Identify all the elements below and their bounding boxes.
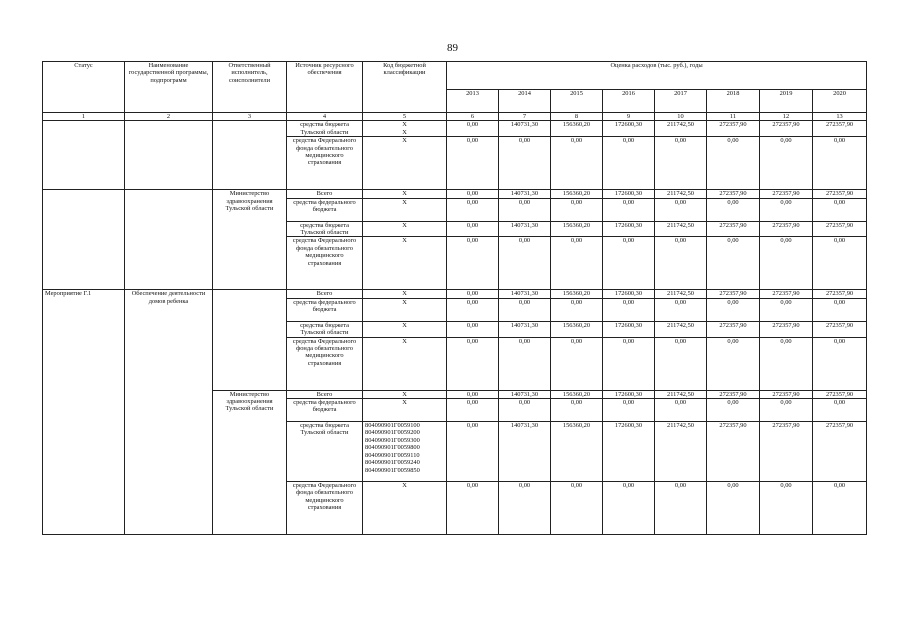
program-cell bbox=[125, 121, 213, 190]
value-cell: 0,00 bbox=[447, 190, 499, 198]
value-cell: 156360,20 bbox=[551, 221, 603, 237]
page-number: 89 bbox=[447, 42, 458, 54]
value-cell: 0,00 bbox=[655, 198, 707, 221]
value-cell: 140731,30 bbox=[499, 221, 551, 237]
code-cell: Х bbox=[363, 321, 447, 337]
value-cell: 0,00 bbox=[655, 137, 707, 190]
value-cell: 0,00 bbox=[707, 298, 760, 321]
value-cell: 0,00 bbox=[551, 137, 603, 190]
value-cell: 0,00 bbox=[447, 321, 499, 337]
value-cell: 0,00 bbox=[551, 482, 603, 535]
header-status: Статус bbox=[43, 62, 125, 113]
value-cell: 0,00 bbox=[760, 298, 813, 321]
value-cell: 0,00 bbox=[499, 337, 551, 390]
value-cell: 0,00 bbox=[447, 298, 499, 321]
code-list-cell bbox=[363, 422, 447, 482]
value-cell: 0,00 bbox=[707, 482, 760, 535]
value-cell: 0,00 bbox=[813, 298, 867, 321]
source-cell: средства федерального бюджета bbox=[287, 198, 363, 221]
source-cell: Всего bbox=[287, 390, 363, 398]
value-cell: 272357,90 bbox=[760, 422, 813, 482]
value-cell: 272357,90 bbox=[707, 221, 760, 237]
value-cell: 0,00 bbox=[551, 298, 603, 321]
year-cell: 2019 bbox=[760, 90, 813, 113]
value-cell: 211742,50 bbox=[655, 290, 707, 298]
column-number: 12 bbox=[760, 113, 813, 121]
value-cell: 0,00 bbox=[655, 298, 707, 321]
value-cell: 156360,20 bbox=[551, 321, 603, 337]
value-cell: 0,00 bbox=[447, 422, 499, 482]
value-cell: 172600,30 bbox=[603, 422, 655, 482]
value-cell: 211742,50 bbox=[655, 190, 707, 198]
value-cell: 156360,20 bbox=[551, 190, 603, 198]
budget-table bbox=[42, 61, 867, 535]
header-budget-code: Код бюджетной классификации bbox=[363, 62, 447, 113]
value-cell: 272357,90 bbox=[760, 121, 813, 137]
value-cell: 272357,90 bbox=[813, 390, 867, 398]
value-cell: 0,00 bbox=[447, 121, 499, 137]
value-cell: 0,00 bbox=[447, 337, 499, 390]
value-cell: 0,00 bbox=[551, 337, 603, 390]
column-number: 3 bbox=[213, 113, 287, 121]
value-cell: 211742,50 bbox=[655, 321, 707, 337]
budget-code: 804090901Г0059800 bbox=[365, 444, 420, 452]
column-number: 5 bbox=[363, 113, 447, 121]
code-cell: Х bbox=[363, 390, 447, 398]
budget-code: 804090901Г0059200 bbox=[365, 429, 420, 437]
value-cell: 272357,90 bbox=[813, 121, 867, 137]
value-cell: 272357,90 bbox=[760, 221, 813, 237]
column-number: 11 bbox=[707, 113, 760, 121]
header-source: Источник ресурсного обеспечения bbox=[287, 62, 363, 113]
source-cell: средства Федерального фонда обязательного медицинского страхования bbox=[287, 482, 363, 535]
value-cell: 172600,30 bbox=[603, 190, 655, 198]
value-cell: 0,00 bbox=[760, 198, 813, 221]
executor-cell bbox=[213, 121, 287, 190]
value-cell: 0,00 bbox=[499, 198, 551, 221]
source-cell: Всего bbox=[287, 290, 363, 298]
column-number: 10 bbox=[655, 113, 707, 121]
code-cell: Х bbox=[363, 290, 447, 298]
code-cell: Х bbox=[363, 137, 447, 190]
column-number: 6 bbox=[447, 113, 499, 121]
value-cell: 0,00 bbox=[813, 482, 867, 535]
source-cell: средства бюджета Тульской области bbox=[287, 221, 363, 237]
year-cell: 2016 bbox=[603, 90, 655, 113]
value-cell: 0,00 bbox=[447, 482, 499, 535]
value-cell: 0,00 bbox=[447, 390, 499, 398]
value-cell: 0,00 bbox=[551, 399, 603, 422]
executor-cell: Министерство здравоохранения Тульской области bbox=[213, 190, 287, 290]
value-cell: 272357,90 bbox=[707, 290, 760, 298]
value-cell: 272357,90 bbox=[707, 121, 760, 137]
program-cell: Обеспечение деятельности домов ребенка bbox=[125, 290, 213, 535]
value-cell: 0,00 bbox=[813, 399, 867, 422]
source-cell: средства Федерального фонда обязательного медицинского страхования bbox=[287, 337, 363, 390]
code-cell: Х bbox=[363, 482, 447, 535]
value-cell: 211742,50 bbox=[655, 422, 707, 482]
value-cell: 272357,90 bbox=[760, 390, 813, 398]
value-cell: 0,00 bbox=[603, 237, 655, 290]
value-cell: 0,00 bbox=[447, 237, 499, 290]
code-cell: Х bbox=[363, 337, 447, 390]
value-cell: 140731,30 bbox=[499, 290, 551, 298]
value-cell: 0,00 bbox=[603, 137, 655, 190]
value-cell: 272357,90 bbox=[707, 422, 760, 482]
column-number: 7 bbox=[499, 113, 551, 121]
value-cell: 0,00 bbox=[655, 337, 707, 390]
column-number: 13 bbox=[813, 113, 867, 121]
code-cell bbox=[363, 121, 447, 137]
status-cell bbox=[43, 121, 125, 190]
value-cell: 0,00 bbox=[447, 198, 499, 221]
value-cell: 272357,90 bbox=[813, 422, 867, 482]
value-cell: 0,00 bbox=[707, 237, 760, 290]
value-cell: 0,00 bbox=[813, 198, 867, 221]
value-cell: 156360,20 bbox=[551, 121, 603, 137]
value-cell: 272357,90 bbox=[813, 290, 867, 298]
value-cell: 211742,50 bbox=[655, 121, 707, 137]
value-cell: 140731,30 bbox=[499, 121, 551, 137]
value-cell: 0,00 bbox=[813, 237, 867, 290]
value-cell: 172600,30 bbox=[603, 390, 655, 398]
header-program: Наименование государственной программы, подпрограмм bbox=[125, 62, 213, 113]
value-cell: 0,00 bbox=[603, 298, 655, 321]
value-cell: 272357,90 bbox=[760, 190, 813, 198]
value-cell: 272357,90 bbox=[760, 321, 813, 337]
value-cell: 0,00 bbox=[447, 290, 499, 298]
value-cell: 0,00 bbox=[603, 399, 655, 422]
value-cell: 272357,90 bbox=[760, 290, 813, 298]
column-number: 4 bbox=[287, 113, 363, 121]
value-cell: 0,00 bbox=[707, 399, 760, 422]
header-executor: Ответственный исполнитель, соисполнители bbox=[213, 62, 287, 113]
year-cell: 2017 bbox=[655, 90, 707, 113]
executor-cell: Министерство здравоохранения Тульской области bbox=[213, 390, 287, 534]
program-cell bbox=[125, 190, 213, 290]
source-cell: средства бюджета Тульской области bbox=[287, 422, 363, 482]
value-cell: 0,00 bbox=[760, 482, 813, 535]
value-cell: 0,00 bbox=[551, 237, 603, 290]
value-cell: 0,00 bbox=[760, 399, 813, 422]
value-cell: 0,00 bbox=[707, 137, 760, 190]
value-cell: 0,00 bbox=[813, 137, 867, 190]
value-cell: 0,00 bbox=[499, 298, 551, 321]
value-cell: 0,00 bbox=[760, 337, 813, 390]
column-number: 8 bbox=[551, 113, 603, 121]
value-cell: 211742,50 bbox=[655, 390, 707, 398]
budget-code: 804090901Г0059110 bbox=[365, 451, 420, 459]
value-cell: 140731,30 bbox=[499, 190, 551, 198]
year-cell: 2015 bbox=[551, 90, 603, 113]
source-cell: средства Федерального фонда обязательного медицинского страхования bbox=[287, 237, 363, 290]
table-row bbox=[43, 121, 867, 137]
x-mark: Х bbox=[402, 128, 407, 136]
column-number: 1 bbox=[43, 113, 125, 121]
value-cell: 272357,90 bbox=[813, 321, 867, 337]
value-cell: 272357,90 bbox=[707, 321, 760, 337]
status-cell: Мероприятие Г.1 bbox=[43, 290, 125, 535]
value-cell: 172600,30 bbox=[603, 321, 655, 337]
year-cell: 2018 bbox=[707, 90, 760, 113]
value-cell: 0,00 bbox=[447, 137, 499, 190]
x-mark: Х bbox=[402, 121, 407, 129]
table-body bbox=[43, 121, 867, 535]
column-number: 9 bbox=[603, 113, 655, 121]
value-cell: 272357,90 bbox=[707, 390, 760, 398]
source-cell: средства федерального бюджета bbox=[287, 298, 363, 321]
value-cell: 140731,30 bbox=[499, 321, 551, 337]
source-cell: средства Федерального фонда обязательного медицинского страхования bbox=[287, 137, 363, 190]
column-number: 2 bbox=[125, 113, 213, 121]
budget-code: 804090901Г0059240 bbox=[365, 459, 420, 467]
year-cell: 2020 bbox=[813, 90, 867, 113]
value-cell: 0,00 bbox=[499, 399, 551, 422]
code-cell: Х bbox=[363, 298, 447, 321]
value-cell: 0,00 bbox=[603, 482, 655, 535]
value-cell: 0,00 bbox=[499, 482, 551, 535]
value-cell: 0,00 bbox=[707, 337, 760, 390]
table-row bbox=[43, 190, 867, 198]
value-cell: 172600,30 bbox=[603, 290, 655, 298]
year-cell: 2013 bbox=[447, 90, 499, 113]
budget-code: 804090901Г0059850 bbox=[365, 466, 420, 474]
value-cell: 0,00 bbox=[655, 237, 707, 290]
code-cell: Х bbox=[363, 198, 447, 221]
code-cell: Х bbox=[363, 190, 447, 198]
executor-cell bbox=[213, 290, 287, 390]
year-cell: 2014 bbox=[499, 90, 551, 113]
value-cell: 0,00 bbox=[760, 137, 813, 190]
value-cell: 0,00 bbox=[603, 337, 655, 390]
value-cell: 211742,50 bbox=[655, 221, 707, 237]
source-cell: Всего bbox=[287, 190, 363, 198]
value-cell: 272357,90 bbox=[813, 221, 867, 237]
source-cell: средства бюджета Тульской области bbox=[287, 121, 363, 137]
value-cell: 0,00 bbox=[447, 399, 499, 422]
status-cell bbox=[43, 190, 125, 290]
value-cell: 0,00 bbox=[447, 221, 499, 237]
header-estimate: Оценка расходов (тыс. руб.), годы bbox=[447, 62, 867, 90]
code-cell: Х bbox=[363, 221, 447, 237]
budget-code: 804090901Г0059100 bbox=[365, 422, 420, 430]
value-cell: 0,00 bbox=[603, 198, 655, 221]
value-cell: 0,00 bbox=[813, 337, 867, 390]
value-cell: 0,00 bbox=[655, 399, 707, 422]
value-cell: 272357,90 bbox=[813, 190, 867, 198]
value-cell: 172600,30 bbox=[603, 121, 655, 137]
value-cell: 272357,90 bbox=[707, 190, 760, 198]
value-cell: 156360,20 bbox=[551, 390, 603, 398]
code-cell: Х bbox=[363, 399, 447, 422]
value-cell: 172600,30 bbox=[603, 221, 655, 237]
column-numbers-row bbox=[43, 113, 867, 121]
budget-code: 804090901Г0059300 bbox=[365, 436, 420, 444]
value-cell: 0,00 bbox=[551, 198, 603, 221]
source-cell: средства бюджета Тульской области bbox=[287, 321, 363, 337]
value-cell: 140731,30 bbox=[499, 422, 551, 482]
value-cell: 0,00 bbox=[707, 198, 760, 221]
value-cell: 0,00 bbox=[760, 237, 813, 290]
value-cell: 140731,30 bbox=[499, 390, 551, 398]
value-cell: 156360,20 bbox=[551, 290, 603, 298]
value-cell: 0,00 bbox=[499, 237, 551, 290]
table-row bbox=[43, 290, 867, 298]
source-cell: средства федерального бюджета bbox=[287, 399, 363, 422]
code-cell: Х bbox=[363, 237, 447, 290]
value-cell: 0,00 bbox=[655, 482, 707, 535]
value-cell: 0,00 bbox=[499, 137, 551, 190]
value-cell: 156360,20 bbox=[551, 422, 603, 482]
